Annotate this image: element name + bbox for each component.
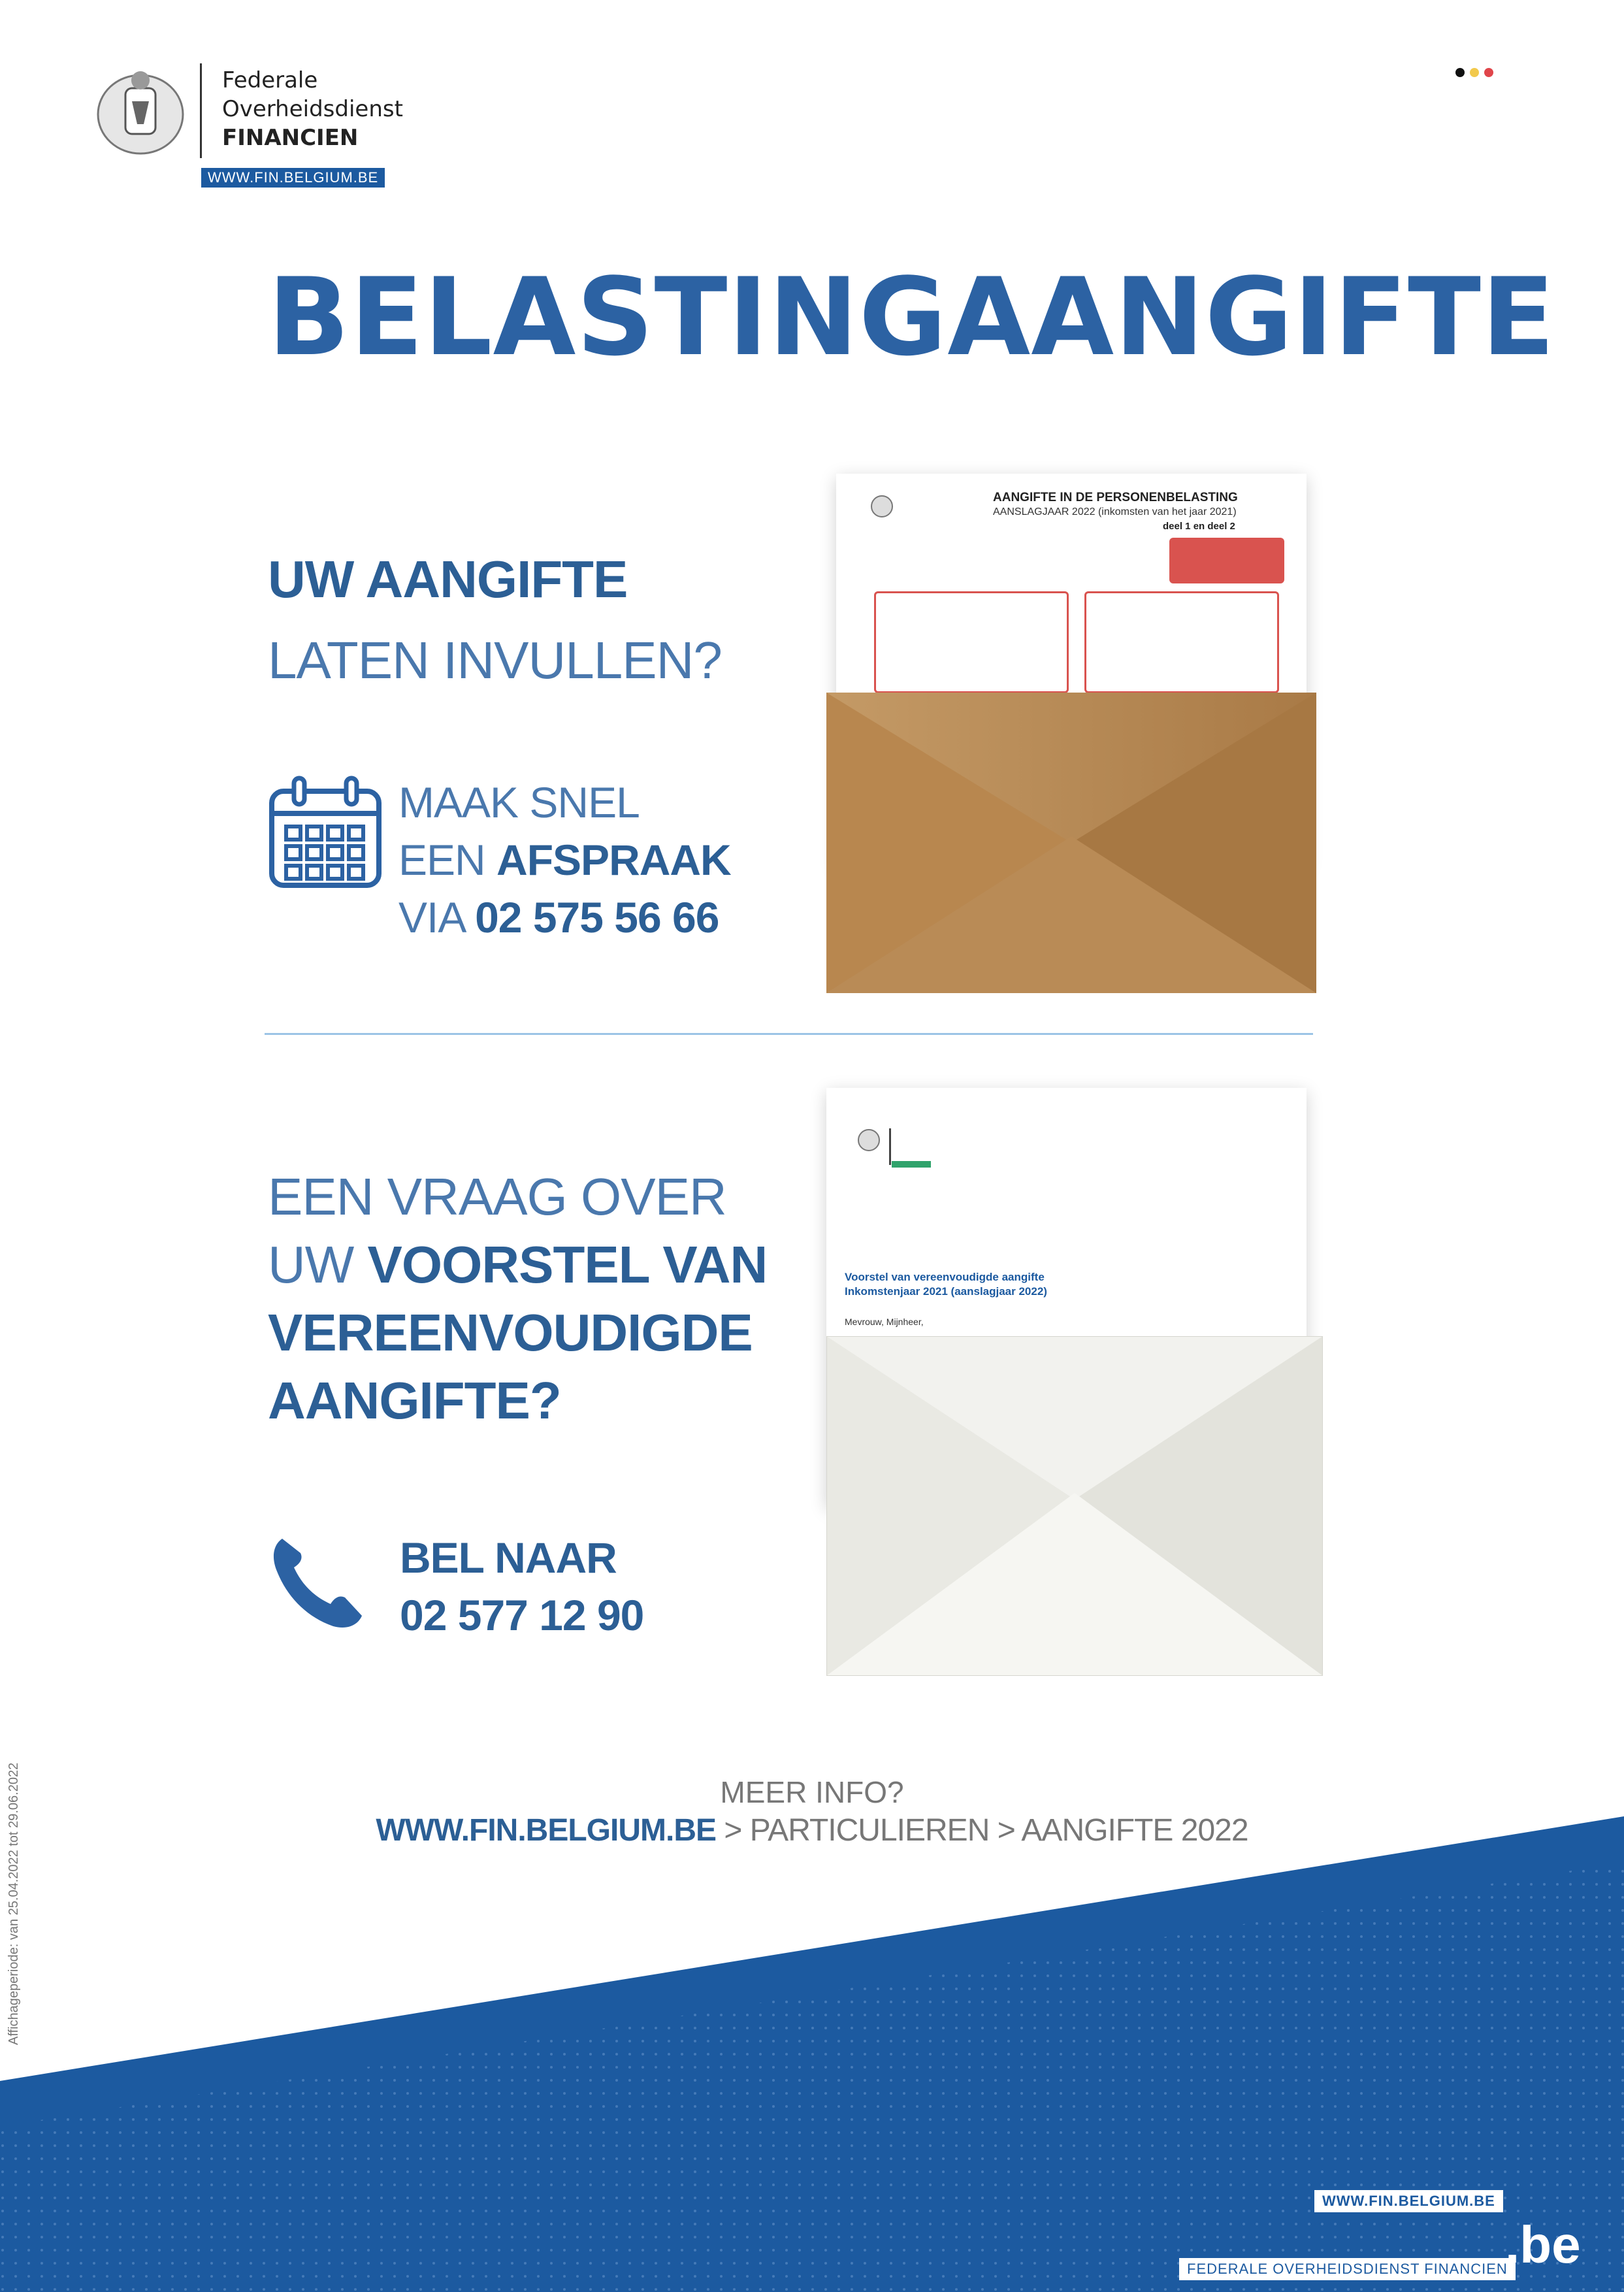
- form-red-box: [1169, 538, 1284, 583]
- section-divider: [265, 1033, 1313, 1035]
- letter-title-line2: Inkomstenjaar 2021 (aanslagjaar 2022): [845, 1285, 1047, 1298]
- belgian-flag-dots-icon: [1455, 68, 1501, 78]
- call-phone[interactable]: 02 577 12 90: [400, 1591, 644, 1639]
- be-logo: .be: [1505, 2216, 1581, 2274]
- more-info-url: WWW.FIN.BELGIUM.BE: [376, 1813, 717, 1848]
- org-name-line2: Overheidsdienst: [222, 96, 403, 122]
- section2-heading-line4: AANGIFTE?: [268, 1371, 561, 1430]
- header-url-tag[interactable]: WWW.FIN.BELGIUM.BE: [201, 168, 385, 188]
- call-line1: BEL NAAR: [400, 1533, 617, 1582]
- org-name-line3: FINANCIEN: [222, 125, 359, 151]
- form-field-left: [874, 591, 1069, 693]
- header-logo[interactable]: [91, 62, 403, 193]
- form-part: deel 1 en deel 2: [1163, 521, 1235, 532]
- appointment-phone[interactable]: VIA 02 575 56 66: [398, 893, 719, 941]
- appointment-line2: EEN AFSPRAAK: [398, 836, 731, 884]
- section2-heading-line2: UW VOORSTEL VAN: [268, 1236, 768, 1294]
- letter-logo-icon: [856, 1127, 882, 1153]
- white-envelope: [826, 1336, 1323, 1676]
- footer-url-tag[interactable]: WWW.FIN.BELGIUM.BE: [1314, 2190, 1503, 2212]
- letter-greeting: Mevrouw, Mijnheer,: [845, 1317, 924, 1327]
- section1-heading-light: LATEN INVULLEN?: [268, 631, 722, 689]
- coat-of-arms-icon: [91, 62, 189, 160]
- more-info-path: > PARTICULIEREN > AANGIFTE 2022: [716, 1813, 1248, 1848]
- more-info-label: MEER INFO?: [720, 1775, 904, 1809]
- brown-envelope: [826, 693, 1316, 993]
- letter-green-tag: [892, 1161, 931, 1168]
- page-title: BELASTINGAANGIFTE: [268, 255, 1555, 380]
- section2-heading-line3: VEREENVOUDIGDE: [268, 1303, 753, 1362]
- section2-heading-line1: EEN VRAAG OVER: [268, 1168, 726, 1226]
- phone-icon: [268, 1532, 366, 1630]
- form-field-right: [1084, 591, 1279, 693]
- form-subtitle: AANSLAGJAAR 2022 (inkomsten van het jaar 2021): [993, 506, 1237, 517]
- display-period-note: Affichageperiode: van 25.04.2022 tot 29.06.2022: [7, 1762, 21, 2045]
- form-title: AANGIFTE IN DE PERSONENBELASTING: [993, 491, 1238, 504]
- more-info-link[interactable]: [0, 1812, 1624, 1848]
- footer-org-tag: FEDERALE OVERHEIDSDIENST FINANCIEN: [1179, 2258, 1516, 2280]
- calendar-icon: [268, 774, 383, 889]
- section1-heading-bold: UW AANGIFTE: [268, 550, 628, 608]
- letter-title-line1: Voorstel van vereenvoudigde aangifte: [845, 1271, 1045, 1283]
- appointment-line1: MAAK SNEL: [398, 778, 640, 827]
- form-logo-icon: [869, 493, 895, 519]
- org-name-line1: Federale: [222, 67, 318, 93]
